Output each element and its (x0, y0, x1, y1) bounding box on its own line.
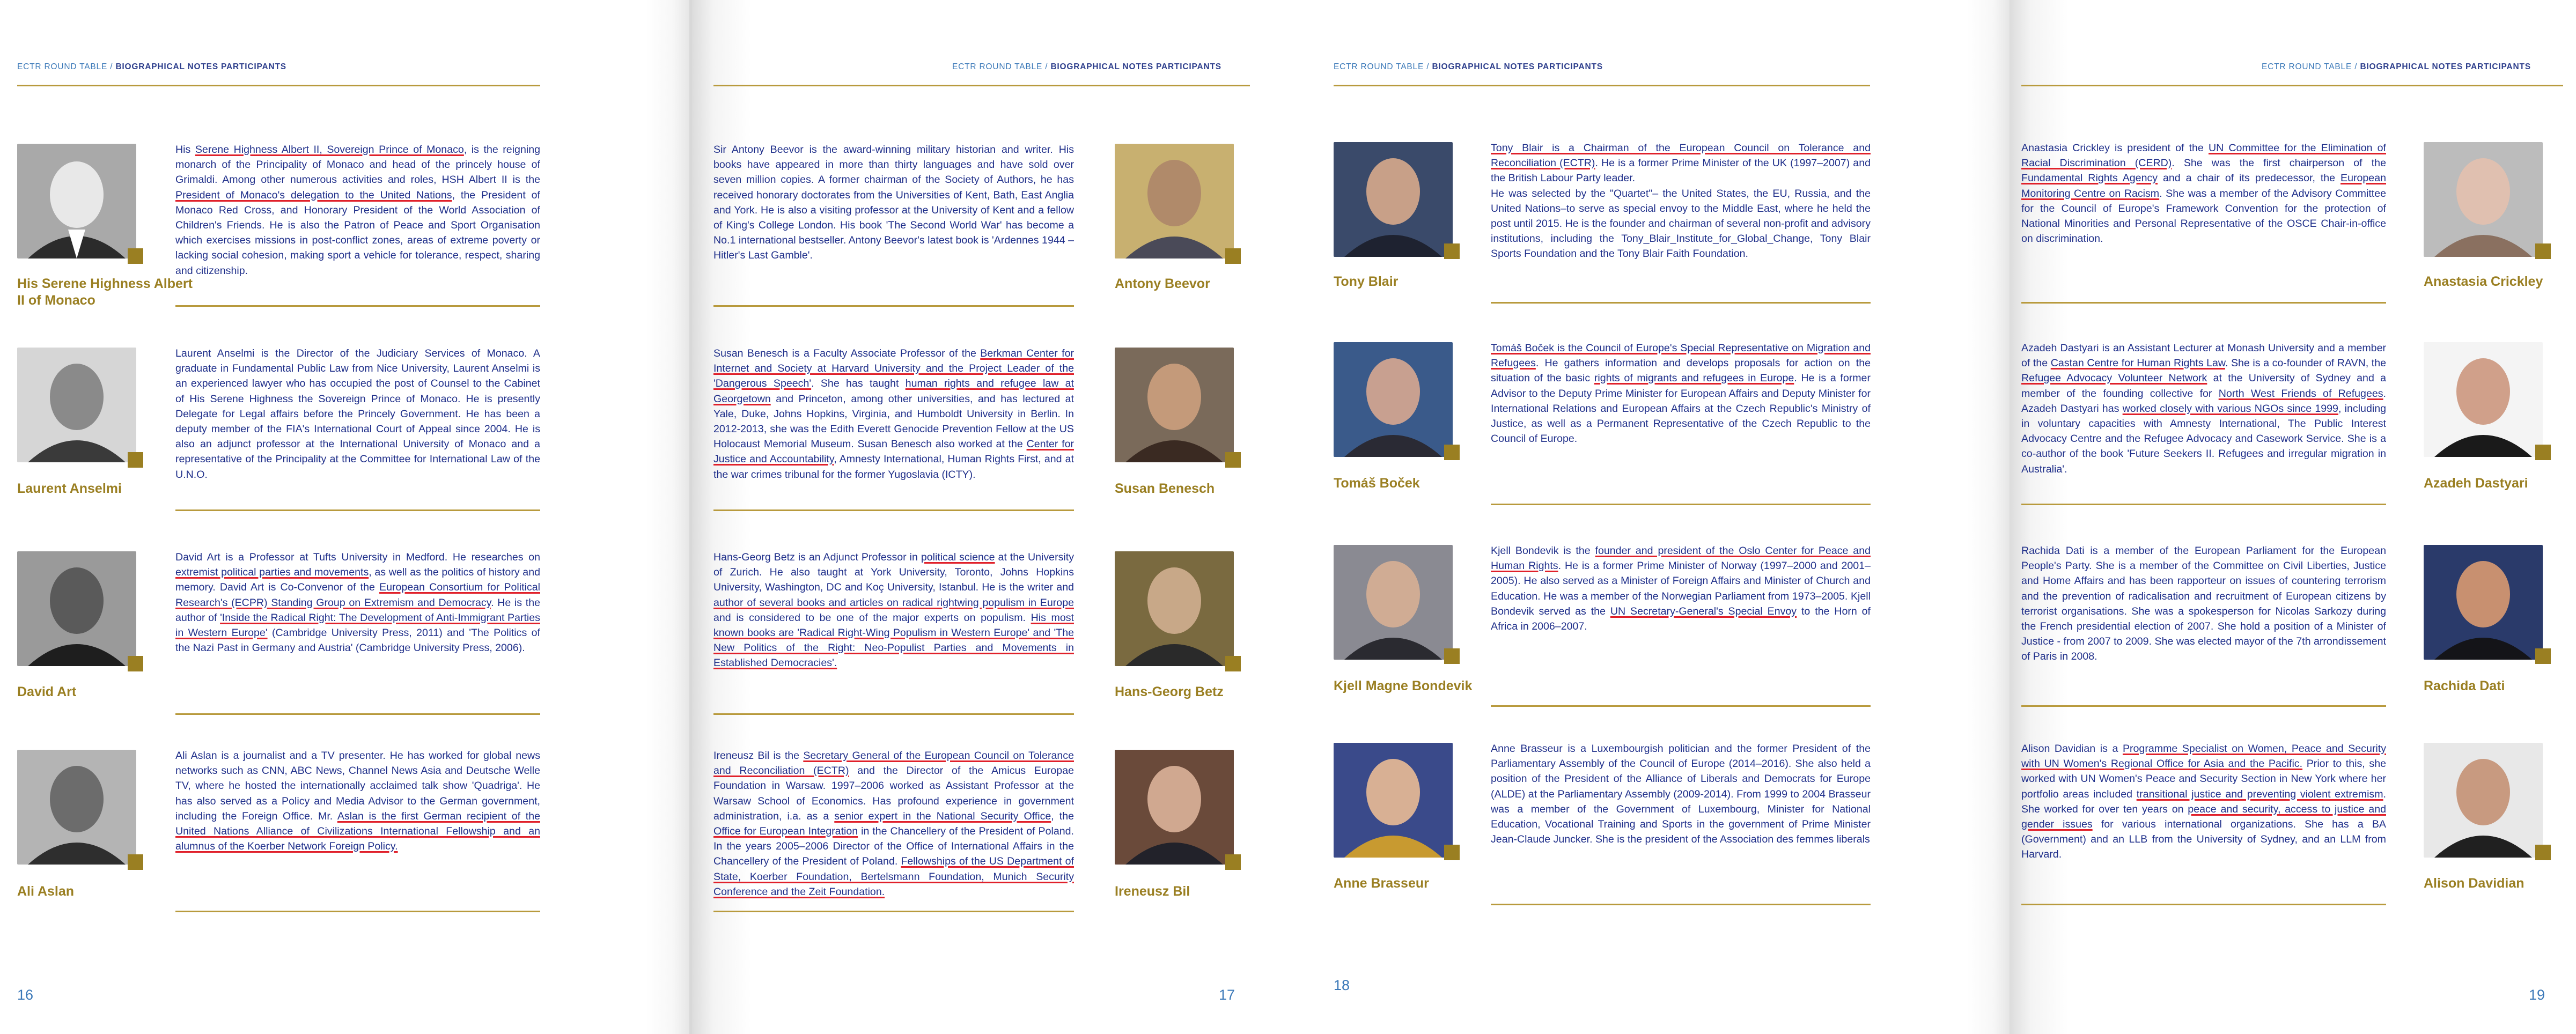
highlighted-phrase: senior expert in the National Security Office (834, 810, 1051, 822)
person-name: Hans-Georg Betz (1115, 684, 1224, 699)
highlighted-phrase: Secretary General of the European Council on Tolerance and Reconciliation (ECTR) (713, 750, 1074, 777)
bio-text (2021, 141, 2386, 246)
text-run: Kjell Bondevik is the (1491, 545, 1595, 557)
gold-square (2535, 845, 2551, 860)
highlighted-phrase: transitional justice and preventing violent extremism (2136, 788, 2383, 800)
bio-text (1491, 543, 1871, 634)
highlighted-phrase: European Consortium for Political Research's (ECPR) Standing Group on Extremism and Democracy (175, 581, 540, 609)
gold-square (1444, 845, 1460, 860)
portrait-art (17, 551, 136, 666)
person-name: Ali Aslan (17, 884, 75, 899)
bio-separator (713, 305, 1074, 307)
person-name: Rachida Dati (2424, 678, 2505, 693)
page-number: 17 (1219, 987, 1235, 1003)
bio-separator (1491, 302, 1871, 304)
running-header: ECTR ROUND TABLE / BIOGRAPHICAL NOTES PARTICIPANTS (17, 62, 286, 71)
highlighted-phrase: Fellowships of the US Department of State, Koerber Foundation, Bertelsmann Foundation, Munich Security Conference and the Zeit Foundation. (713, 855, 1074, 898)
text-run: , the (1051, 810, 1074, 822)
text-run: for various international organizations. She has a BA (Government) and an LLB from the University of Sydney, and an LLM from Harvard. (2021, 818, 2386, 861)
portrait-betz (1115, 551, 1234, 666)
person-name: David Art (17, 684, 77, 699)
text-run: , Amnesty International, Human Rights First, and at the war crimes tribunal for the former Yugoslavia (ICTY). (713, 453, 1074, 481)
bio-text (1491, 341, 1871, 446)
highlighted-phrase: Berkman Center for Internet and Society at Harvard University and the Project Leader of the 'Dangerous Speech' (713, 348, 1074, 390)
bio-separator (713, 713, 1074, 715)
portrait-aslan (17, 750, 136, 865)
gold-square (128, 248, 143, 264)
portrait-albert (17, 144, 136, 258)
text-run: . She worked for over ten years on (2021, 788, 2386, 815)
text-run: Rachida Dati is a member of the European Parliament for the European People's Party. She is a member of the Committee on Civil Liberties, Justice and Home Affairs and has been rapporteur on issues of countering terrorism and the prevention of radicalisation and recruitment of European citizens by terrorist organisations. She was a spokesperson for Nicolas Sarkozy during the French presidential election of 2007. She hold a position of a Minister of Justice - from 2007 to 2009. She was elected mayor of the 7th arrondissement of Paris in 2008. (2021, 545, 2386, 663)
gold-square (128, 452, 143, 468)
text-run: Ali Aslan is a journalist and a TV presenter. He has worked for global news networks such as CNN, ABC News, Channel News Asia and Deutsche Welle TV, where he hosted the internationally acclaimed talk show 'Quadriga'. He has also served as a Policy and Media Advisor to the German government, including the Foreign Office. Mr. (175, 750, 540, 822)
text-run: and the Director of the Amicus Europae Foundation in Warsaw. 1997–2006 worked as Assistant Professor at the Warsaw School of Economics. Has profound experience in government administration, i.a. as a (713, 765, 1074, 822)
text-run: . She was the first chairperson of the (2172, 157, 2386, 169)
page-17 (692, 0, 1324, 1034)
gold-square (1225, 248, 1241, 264)
text-run: Alison Davidian is a (2021, 743, 2123, 755)
portrait-brasseur (1334, 743, 1453, 858)
portrait-bondevik (1334, 545, 1453, 660)
portrait-beevor (1115, 144, 1234, 258)
highlighted-phrase: Center for Justice and Accountability (713, 438, 1074, 466)
running-header: ECTR ROUND TABLE / BIOGRAPHICAL NOTES PARTICIPANTS (1334, 62, 1603, 71)
highlighted-phrase: founder and president of the Oslo Center for Peace and Human Rights (1491, 545, 1871, 572)
text-run: , as well as the politics of history and memory. David Art is Co-Convenor of the (175, 566, 540, 594)
bio-text (2021, 741, 2386, 862)
highlighted-phrase: rights of migrants and refugees in Europe (1594, 372, 1794, 385)
bio-separator (1491, 705, 1871, 707)
person-name: His Serene Highness Albert II of Monaco (17, 276, 193, 308)
page-16 (0, 0, 689, 1034)
text-run: in the Chancellery of the President of Poland. In the years 2005–2006 Director of the Office of International Affairs in the Chancellery of the President of Poland. (713, 825, 1074, 868)
highlighted-phrase: Office for European Integration (713, 825, 858, 838)
person-name: Azadeh Dastyari (2424, 476, 2528, 491)
portrait-blair (1334, 142, 1453, 257)
portrait-dati (2424, 545, 2543, 660)
bio-separator (175, 509, 540, 511)
bio-text (713, 346, 1074, 482)
highlighted-phrase: Fundamental Rights Agency (2021, 172, 2158, 184)
highlighted-phrase: Refugee Advocacy Volunteer Network (2021, 372, 2207, 385)
bio-text (713, 550, 1074, 671)
page-number: 18 (1334, 977, 1350, 993)
portrait-bocek (1334, 342, 1453, 457)
page-18 (1324, 0, 2010, 1034)
highlighted-phrase: 'Inside the Radical Right: The Development of Anti-Immigrant Parties in Western Europe' (175, 611, 540, 639)
bio-text (2021, 543, 2386, 664)
bio-separator (1491, 504, 1871, 505)
bio-text (713, 748, 1074, 899)
bio-separator (175, 305, 540, 307)
text-run: , the President of Monaco Red Cross, and Honorary President of the World Association of Children's Friends. He is also the Patron of Peace and Sport Organisation which exercises missions in post-conflict zones, areas of extreme poverty or lacking social cohesion, making sport a vehicle for tolerance, respect, sharing and citizenship. (175, 189, 540, 277)
gold-square (128, 854, 143, 870)
header-rule (1334, 85, 1870, 86)
portrait-bil (1115, 750, 1234, 865)
gold-square (1444, 648, 1460, 664)
highlighted-phrase: North West Friends of Refugees (2218, 387, 2383, 400)
text-run: , including in voluntary capacities with Amnesty International, The Public Interest Advocacy Centre and the Refugee Advocacy and Casework Service. She is a co-author of the book 'Future Seekers II. Refugees and irregular migration in Australia'. (2021, 402, 2387, 475)
bio-separator (175, 713, 540, 715)
gold-square (1444, 445, 1460, 460)
person-name: Antony Beevor (1115, 276, 1210, 291)
gold-square (1444, 243, 1460, 259)
text-run: . She has taught (811, 378, 906, 390)
highlighted-phrase: President of Monaco's delegation to the United Nations (175, 189, 452, 201)
bio-separator (1491, 904, 1871, 905)
text-run: and is considered to be one of the major experts on populism. (713, 611, 1031, 624)
text-run: (Cambridge University Press, 2011) and 'The Politics of the Nazi Past in Germany and Austria' (Cambridge University Press, 2006). (175, 627, 540, 654)
text-run: . He is a former Advisor to the Deputy Prime Minister for European Affairs and Deputy Minister for International Relations and European Affairs at the Czech Republic's Ministry of Justice, as well as a Permanent Representative of the Czech Republic to the Council of Europe. (1491, 372, 1871, 445)
bio-text (175, 346, 540, 482)
person-name: Ireneusz Bil (1115, 884, 1190, 899)
highlighted-phrase: Serene Highness Albert II, Sovereign Prince of Monaco (195, 144, 464, 156)
bio-separator (2021, 904, 2386, 905)
portrait-anselmi (17, 348, 136, 462)
text-run: Anne Brasseur is a Luxembourgish politician and the former President of the Parliamentary Assembly of the Council of Europe (2014–2016). She also held a position of the President of the Alliance of Liberals and Democrats for Europe (ALDE) at the Parliamentary Assembly (2009-2014). From 1999 to 2004 Brasseur was a member of the Government of Luxembourg, Minister for National Education, Vocational Training and Sports in the government of Prime Minister Jean-Claude Juncker. She is the president of the Association des femmes liberals (1491, 743, 1871, 846)
page-number: 19 (2529, 987, 2545, 1003)
text-run: at the University of Zurich. He also taught at York University, Toronto, Johns Hopkins University, Washington, DC and Koç University, Istanbul. He is the writer and (713, 551, 1074, 594)
text-run: and Princeton, among other universities, and has lectured at Yale, Duke, Johns Hopkins, Virginia, and Humboldt University in Berlin. In 2012-2013, she was the Edith Everett Genocide Prevention Fellow at the US Holocaust Memorial Museum. Susan Benesch also worked at the (713, 393, 1074, 450)
text-run: and a chair of its predecessor, the (2158, 172, 2341, 184)
page-19 (2010, 0, 2576, 1034)
highlighted-phrase: Tony Blair is a Chairman of the European Council on Tolerance and Reconciliation (ECTR) (1491, 142, 1871, 169)
highlighted-phrase: Castan Centre for Human Rights Law (2050, 357, 2225, 370)
bio-separator (713, 509, 1074, 511)
text-run: Prior to this, she worked with UN Women's Peace and Security Section in New York where her portfolio areas included (2021, 758, 2386, 800)
gold-square (128, 656, 143, 671)
portrait-dastyari (2424, 342, 2543, 457)
gold-square (1225, 452, 1241, 468)
bio-text (1491, 741, 1871, 847)
person-name: Anne Brasseur (1334, 876, 1429, 891)
person-name: Alison Davidian (2424, 876, 2525, 891)
text-run: Sir Antony Beevor is the award-winning military historian and writer. His books have appeared in more than thirty languages and have sold over seven million copies. A former chairman of the Society of Authors, he has received honorary doctorates from the Universities of Kent, Bath, East Anglia and York. He is also a visiting professor at the University of Kent and a fellow of King's College London. His book 'The Second World War' has become a No.1 international bestseller. Antony Beevor's latest book is 'Ardennes 1944 – Hitler's Last Gamble'. (713, 144, 1074, 262)
text-run: to the Horn of Africa in 2006–2007. (1491, 605, 1871, 633)
highlighted-phrase: human rights and refugee law at Georgetown (713, 378, 1074, 405)
bio-text (2021, 341, 2386, 477)
person-name: Laurent Anselmi (17, 481, 122, 496)
text-run: Hans-Georg Betz is an Adjunct Professor in (713, 551, 921, 563)
bio-text (713, 142, 1074, 263)
portrait-crickley (2424, 142, 2543, 257)
text-run: . Azadeh Dastyari has (2021, 387, 2386, 415)
highlighted-phrase: UN Committee for the Elimination of Racial Discrimination (CERD) (2021, 142, 2386, 169)
person-name: Tony Blair (1334, 274, 1399, 289)
running-header: ECTR ROUND TABLE / BIOGRAPHICAL NOTES PARTICIPANTS (952, 62, 1221, 71)
highlighted-phrase: political science (921, 551, 995, 563)
text-run: . He gathers information and develops proposals for action on the situation of the basic (1491, 357, 1871, 385)
gold-square (2535, 243, 2551, 259)
highlighted-phrase: Aslan is the first German recipient of the United Nations Alliance of Civilizations International Fellowship and an alumnus of the Koerber Network Foreign Policy. (175, 810, 540, 853)
bio-text (1491, 141, 1871, 262)
text-run: at the University of Sydney and a member of the founding collective for (2021, 372, 2386, 400)
text-run: Anastasia Crickley is president of the (2021, 142, 2209, 154)
person-name: Susan Benesch (1115, 481, 1215, 496)
text-run: His (175, 144, 195, 156)
text-run: . He is the author of (175, 596, 540, 624)
person-name: Tomáš Boček (1334, 476, 1420, 491)
gold-square (1225, 656, 1241, 671)
person-name: Kjell Magne Bondevik (1334, 678, 1473, 693)
bio-separator (713, 911, 1074, 912)
text-run: . She was a member of the Advisory Committee for the Council of Europe's Framework Convention for the protection of National Minorities and Personal Representative of the OSCE Chair-in-office on discrimination. (2021, 187, 2387, 245)
text-run: Azadeh Dastyari is an Assistant Lecturer at Monash University and a member of the (2021, 342, 2386, 370)
bio-text (175, 550, 540, 655)
text-run: . He is a former Prime Minister of Norway (1997–2000 and 2001–2005). He also served as a Minister of Foreign Affairs and Minister of Church and Education. He was a member of the Norwegian Parliament from 1973–2005. Kjell Bondevik served as the (1491, 560, 1871, 617)
gold-square (2535, 648, 2551, 664)
bio-text (175, 142, 540, 278)
gold-square (2535, 445, 2551, 460)
text-run: . She is a co-founder of RAVN, the (2225, 357, 2386, 370)
text-run: Susan Benesch is a Faculty Associate Professor of the (713, 348, 981, 359)
page-number: 16 (17, 987, 34, 1003)
text-run: Laurent Anselmi is the Director of the Judiciary Services of Monaco. A graduate in Fundamental Public Law from Nice University, Laurent Anselmi is an experienced lawyer who has occupied the post of Counsel to the Cabinet of His Serene Highness the Sovereign Prince of Monaco. He is presently Delegate for Legal affairs before the Princely Government. He has been a deputy member of the FIA's International Court of Appeal since 2004. He is also an adjunct professor at the International University of Monaco and a representative of the Principality at the Committee for International Law of the U.N.O. (175, 348, 540, 481)
header-rule (713, 85, 1250, 86)
text-run: . He is a former Prime Minister of the UK (1997–2007) and the British Labour Party leader. He was selected by the "Quartet"– the United States, the EU, Russia, and the United Nations–to serve as special envoy to the Middle East, where he held the post until 2015. He is the founder and chairman of several non-profit and advisory institutions, including the Tony_Blair_Institute_for_Global_Change, Tony Blair Sports Foundation and the Tony Blair Faith Foundation. (1491, 157, 1871, 260)
bio-separator (175, 911, 540, 912)
highlighted-phrase: worked closely with various NGOs since 1999 (2122, 402, 2338, 415)
text-run: David Art is a Professor at Tufts University in Medford. He researches on (175, 551, 540, 563)
bio-separator (2021, 705, 2386, 707)
highlighted-phrase: His most known books are 'Radical Right-Wing Populism in Western Europe' and 'The New Politics of the Right: Neo-Populist Parties and Movements in Established Democracies'. (713, 611, 1074, 669)
highlighted-phrase: extremist political parties and movements (175, 566, 369, 579)
text-run: , is the reigning monarch of the Principality of Monaco and head of the princely house of Grimaldi. Among other numerous activities and roles, HSH Albert II is the (175, 144, 540, 186)
highlighted-phrase: Tomáš Boček is the Council of Europe's Special Representative on Migration and Refugees (1491, 342, 1871, 370)
highlighted-phrase: peace and security, access to justice and gender issues (2021, 803, 2386, 831)
bio-text (175, 748, 540, 854)
running-header: ECTR ROUND TABLE / BIOGRAPHICAL NOTES PARTICIPANTS (2262, 62, 2531, 71)
header-rule (17, 85, 540, 86)
gold-square (1225, 854, 1241, 870)
highlighted-phrase: European Monitoring Centre on Racism (2021, 172, 2386, 200)
highlighted-phrase: author of several books and articles on radical rightwing populism in Europe (713, 596, 1074, 609)
highlighted-phrase: UN Secretary-General's Special Envoy (1610, 605, 1797, 617)
person-name: Anastasia Crickley (2424, 274, 2543, 289)
bio-separator (2021, 302, 2386, 304)
text-run: Ireneusz Bil is the (713, 750, 804, 762)
portrait-benesch (1115, 348, 1234, 462)
highlighted-phrase: Programme Specialist on Women, Peace and Security with UN Women's Regional Office for Asia and the Pacific. (2021, 743, 2386, 770)
header-rule (2021, 85, 2563, 86)
bio-separator (2021, 504, 2386, 505)
portrait-davidian (2424, 743, 2543, 858)
